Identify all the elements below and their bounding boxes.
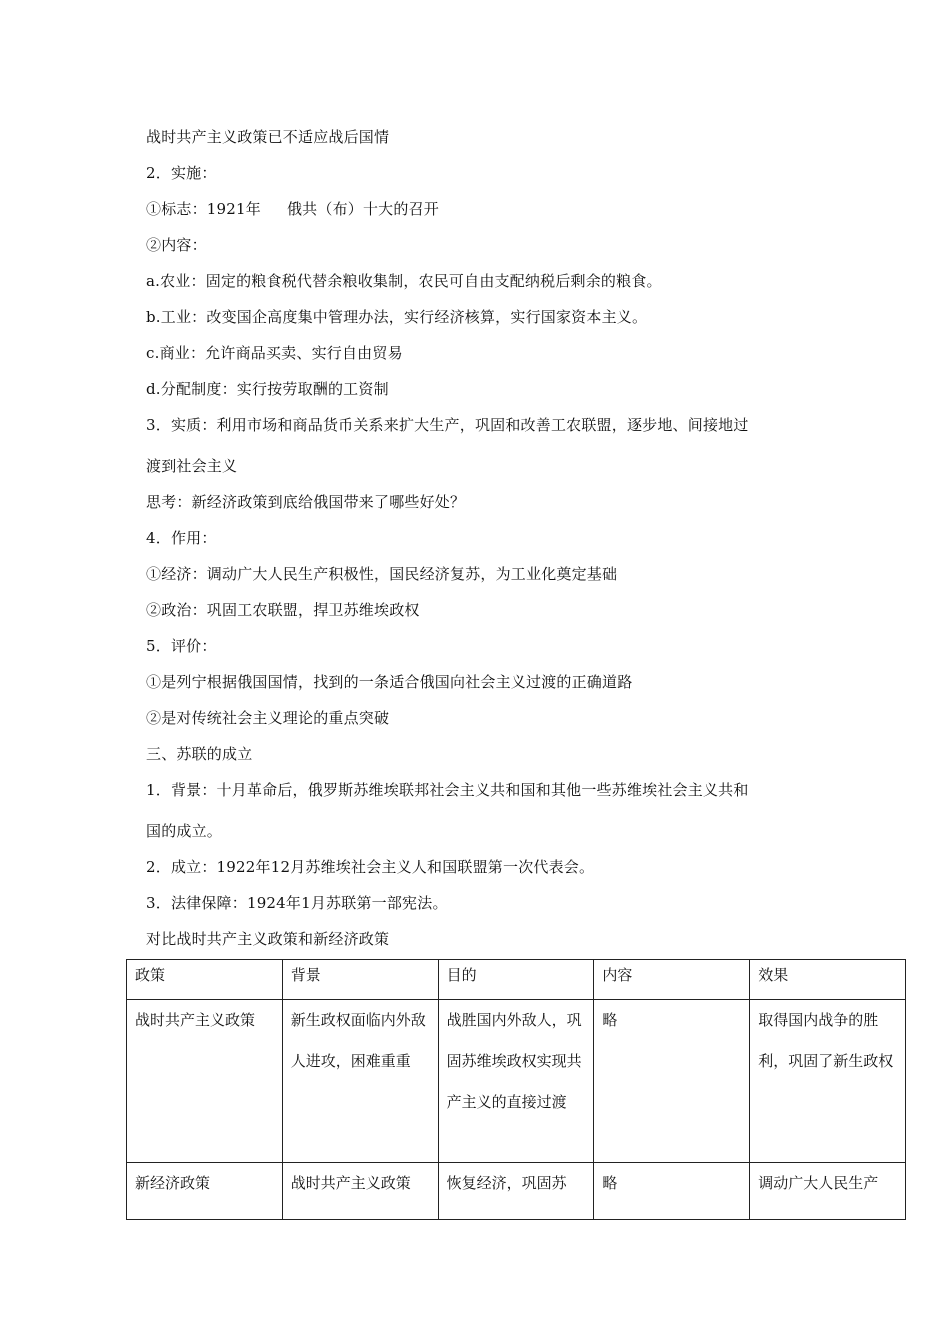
section-heading: 三、苏联的成立 [146, 745, 253, 763]
text-segment: ①标志：1921年 [146, 200, 261, 218]
table-cell: 调动广大人民生产 [750, 1163, 906, 1220]
header-cell: 政策 [127, 960, 283, 1000]
text-line: 渡到社会主义 [146, 457, 238, 475]
comparison-table [126, 959, 906, 1220]
text-line: 2．成立：1922年12月苏维埃社会主义人和国联盟第一次代表会。 [146, 858, 595, 876]
header-cell: 效果 [750, 960, 906, 1000]
table-row [127, 1163, 906, 1220]
text-segment: 俄共（布）十大的召开 [286, 200, 439, 218]
text-line: 4．作用： [146, 529, 217, 547]
table-cell: 恢复经济，巩固苏 [438, 1163, 594, 1220]
table-cell: 新经济政策 [127, 1163, 283, 1220]
table-cell: 略 [594, 1163, 750, 1220]
header-cell: 背景 [282, 960, 438, 1000]
text-line: ②内容： [146, 236, 207, 254]
table-cell: 战时共产主义政策 [282, 1163, 438, 1220]
text-line: c.商业：允许商品买卖、实行自由贸易 [146, 344, 403, 362]
text-line: 2．实施： [146, 164, 217, 182]
text-line: 1．背景：十月革命后，俄罗斯苏维埃联邦社会主义共和国和其他一些苏维埃社会主义共和 [146, 781, 749, 799]
table-row [127, 1000, 906, 1163]
text-line: 3．法律保障：1924年1月苏联第一部宪法。 [146, 894, 448, 912]
text-line: 5．评价： [146, 637, 217, 655]
text-line: ①是列宁根据俄国国情，找到的一条适合俄国向社会主义过渡的正确道路 [146, 673, 633, 691]
text-line [146, 199, 439, 219]
table-cell: 战时共产主义政策 [127, 1000, 283, 1163]
text-line: 战时共产主义政策已不适应战后国情 [146, 128, 390, 146]
table-cell: 取得国内战争的胜利，巩固了新生政权 [750, 1000, 906, 1163]
text-line: 3．实质：利用市场和商品货币关系来扩大生产，巩固和改善工农联盟，逐步地、间接地过 [146, 416, 749, 434]
table-cell: 新生政权面临内外敌人进攻，困难重重 [282, 1000, 438, 1163]
text-line: 思考：新经济政策到底给俄国带来了哪些好处？ [146, 493, 466, 511]
table-cell: 略 [594, 1000, 750, 1163]
text-line: d.分配制度：实行按劳取酬的工资制 [146, 380, 389, 398]
text-line: a.农业：固定的粮食税代替余粮收集制，农民可自由支配纳税后剩余的粮食。 [146, 272, 662, 290]
text-line: b.工业：改变国企高度集中管理办法，实行经济核算，实行国家资本主义。 [146, 308, 648, 326]
text-line: 国的成立。 [146, 822, 223, 840]
text-line: ②是对传统社会主义理论的重点突破 [146, 709, 390, 727]
text-line: ②政治：巩固工农联盟，捍卫苏维埃政权 [146, 601, 420, 619]
table-cell: 战胜国内外敌人，巩固苏维埃政权实现共产主义的直接过渡 [438, 1000, 594, 1163]
table-caption: 对比战时共产主义政策和新经济政策 [146, 930, 390, 948]
header-cell: 目的 [438, 960, 594, 1000]
header-cell: 内容 [594, 960, 750, 1000]
table-header-row [127, 960, 906, 1000]
text-line: ①经济：调动广大人民生产积极性，国民经济复苏，为工业化奠定基础 [146, 565, 618, 583]
